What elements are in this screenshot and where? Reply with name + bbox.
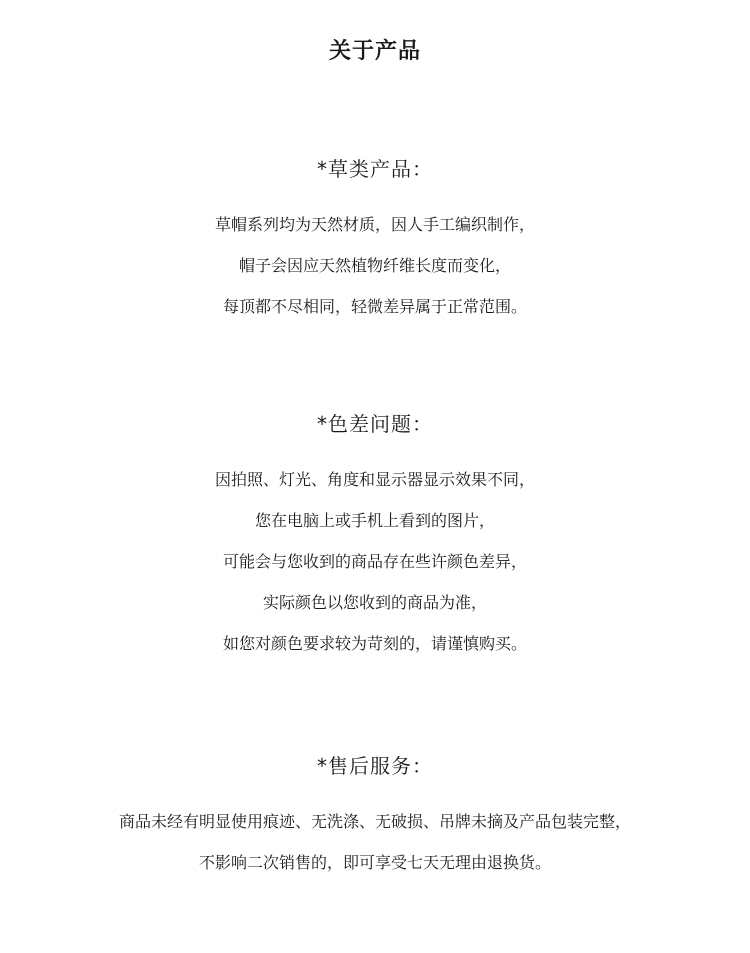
section-line: 不影响二次销售的，即可享受七天无理由退换货。	[198, 853, 551, 872]
section-grass-products	[0, 154, 750, 327]
section-color-difference	[0, 409, 750, 664]
section-line: 每顶都不尽相同，轻微差异属于正常范围。	[222, 297, 527, 316]
section-heading: *草类产品：	[317, 157, 433, 181]
section-line: 可能会与您收到的商品存在些许颜色差异，	[222, 552, 527, 571]
section-line: 实际颜色以您收到的商品为准，	[262, 593, 487, 612]
section-line: 您在电脑上或手机上看到的图片，	[254, 511, 495, 530]
page-title: 关于产品	[328, 39, 421, 64]
section-heading: *色差问题：	[317, 412, 433, 436]
section-line: 帽子会因应天然植物纤维长度而变化，	[238, 256, 511, 275]
section-line: 商品未经有明显使用痕迹、无洗涤、无破损、吊牌未摘及产品包装完整，	[118, 812, 631, 831]
section-after-sales	[0, 751, 750, 883]
section-line: 草帽系列均为天然材质，因人手工编织制作，	[214, 215, 535, 234]
section-line: 如您对颜色要求较为苛刻的，请谨慎购买。	[222, 634, 527, 653]
section-line: 因拍照、灯光、角度和显示器显示效果不同，	[214, 470, 535, 489]
section-heading: *售后服务：	[317, 754, 433, 778]
